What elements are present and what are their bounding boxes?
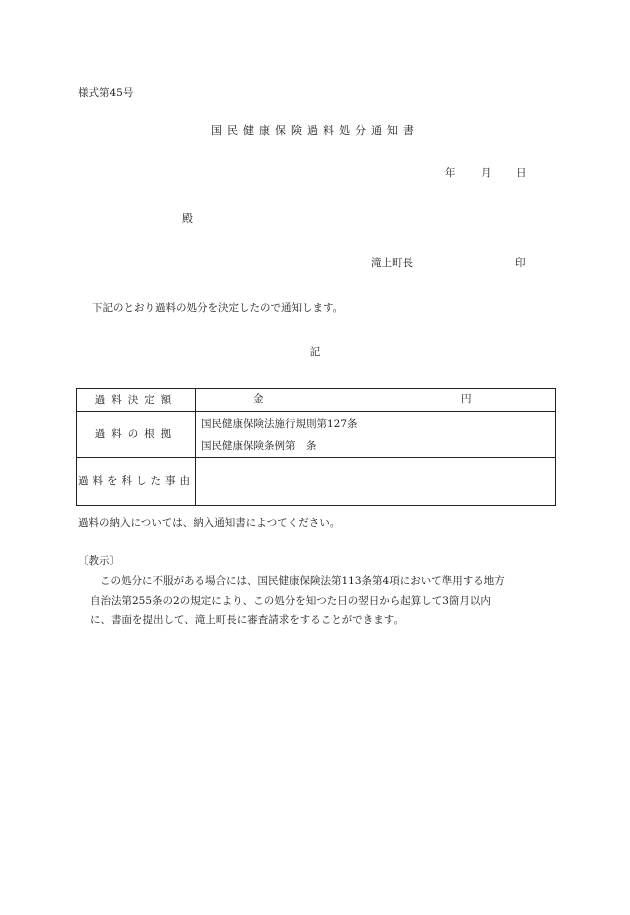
issuer-name: 滝上町長 — [371, 257, 413, 269]
seal-mark: 印 — [515, 257, 526, 269]
teaching-heading: 〔教示〕 — [78, 555, 120, 567]
ki-heading: 記 — [309, 346, 321, 358]
basis-line-1: 国民健康保険法施行規則第127条 — [201, 417, 358, 430]
teaching-line-2: 自治法第255条の2の規定により、この処分を知つた日の翌日から起算して3箇月以内 — [90, 595, 491, 607]
teaching-line-1: この処分に不服がある場合には、国民健康保険法第113条第4項において準用する地方 — [100, 575, 505, 587]
reason-label: 過料を科した事由 — [77, 458, 196, 506]
document-title: 国民健康保険過料処分通知書 — [211, 124, 419, 137]
amount-yen-label: 円 — [461, 393, 472, 405]
table-row-reason — [77, 458, 556, 506]
amount-value-cell — [196, 389, 556, 412]
basis-line-2: 国民健康保険条例第 条 — [201, 439, 317, 452]
table-row-amount — [77, 389, 556, 412]
date-year-label: 年 — [445, 167, 456, 179]
addressee-honorific: 殿 — [182, 212, 193, 225]
amount-label: 過料決定額 — [77, 389, 196, 412]
reason-value-cell — [196, 458, 556, 506]
table-row-basis — [77, 412, 556, 458]
intro-sentence: 下記のとおり過料の処分を決定したので通知します。 — [92, 302, 344, 314]
form-number: 様式第45号 — [78, 87, 134, 99]
penalty-details-table — [76, 388, 556, 506]
teaching-line-3: に、書面を提出して、滝上町長に審査請求をすることができます。 — [90, 614, 404, 626]
payment-note: 過料の納入については、納入通知書によつてください。 — [78, 517, 341, 529]
date-day-label: 日 — [516, 167, 527, 179]
date-month-label: 月 — [481, 167, 492, 179]
basis-label: 過料の根拠 — [77, 412, 196, 458]
basis-value-cell — [196, 412, 556, 458]
amount-kin-label: 金 — [253, 393, 264, 405]
